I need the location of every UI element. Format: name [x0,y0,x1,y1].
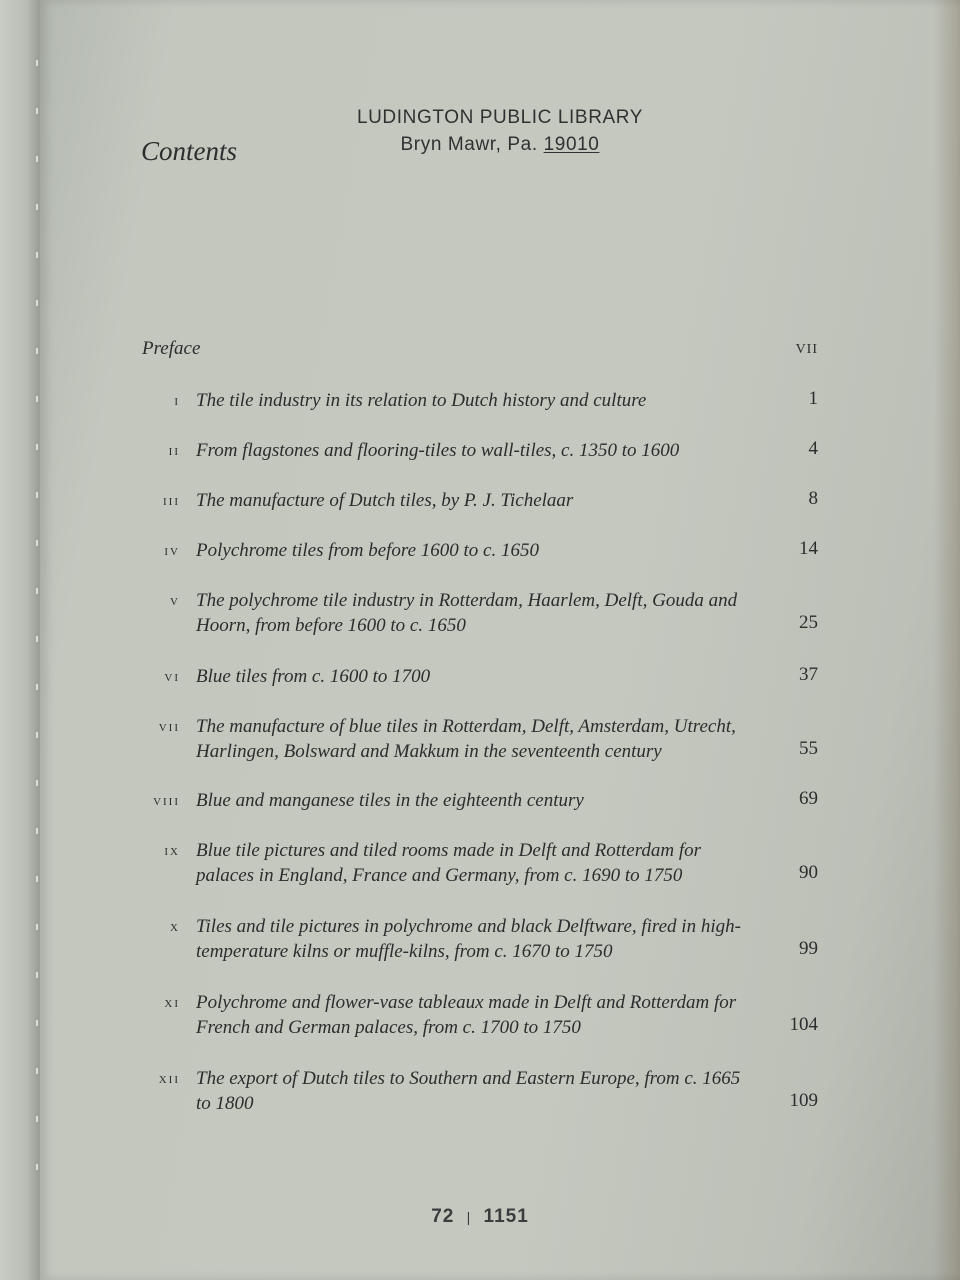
chapter-number: v [170,593,180,609]
chapter-title-line: Polychrome and flower-vase tableaux made in Delft and Rotterdam for [196,992,737,1013]
page-edge-shadow [934,0,960,1280]
chapter-title-line: From flagstones and flooring-tiles to wall-tiles, c. 1350 to 1600 [196,440,680,461]
chapter-number: x [170,919,180,935]
chapter-number: ix [164,843,180,859]
chapter-title [196,838,776,888]
chapter-title-line: The polychrome tile industry in Rotterdam, Haarlem, Delft, Gouda and [196,590,738,611]
chapter-page-number: 8 [808,488,818,509]
preface-label: Preface [142,338,201,359]
chapter-title [196,788,776,813]
chapter-title [196,438,776,463]
chapter-title [196,714,776,764]
footer-number-right: 1151 [483,1206,529,1227]
chapter-title-line: French and German palaces, from c. 1700 to 1750 [196,1017,581,1038]
chapter-title-line: temperature kilns or muffle-kilns, from c. 1670 to 1750 [196,941,613,962]
chapter-page-number: 104 [789,1014,818,1035]
chapter-title-line: Blue and manganese tiles in the eighteenth century [196,790,584,811]
chapter-title-line: The manufacture of blue tiles in Rotterdam, Delft, Amsterdam, Utrecht, [196,716,736,737]
chapter-title [196,388,776,413]
stamp-zip: 19010 [543,134,600,155]
chapter-page-number: 4 [808,438,818,459]
stamp-line-location [300,131,700,158]
chapter-page-number: 109 [789,1090,818,1111]
chapter-page-number: 55 [799,738,818,759]
page-title: Contents [141,136,238,166]
chapter-title [196,664,776,689]
chapter-number: xi [164,995,180,1011]
chapter-number: iii [163,493,180,509]
chapter-title [196,914,776,964]
chapter-number: iv [164,543,180,559]
chapter-page-number: 69 [799,788,818,809]
chapter-title-line: Hoorn, from before 1600 to c. 1650 [196,615,466,636]
chapter-number: viii [153,793,180,809]
chapter-title-line: The tile industry in its relation to Dutch history and culture [196,390,647,411]
chapter-title-line: The manufacture of Dutch tiles, by P. J. Tichelaar [196,490,574,511]
page-footer [380,1206,580,1228]
chapter-number: vii [158,719,180,735]
chapter-page-number: 37 [799,664,818,685]
binding-stitches [36,60,38,1200]
chapter-title-line: The export of Dutch tiles to Southern and Eastern Europe, from c. 1665 [196,1068,741,1089]
stamp-line-library: LUDINGTON PUBLIC LIBRARY [356,107,644,128]
chapter-title [196,588,776,638]
footer-number-left: 72 [431,1206,455,1227]
chapter-title-line: Blue tile pictures and tiled rooms made in Delft and Rotterdam for [196,840,702,861]
chapter-title-line: Blue tiles from c. 1600 to 1700 [196,666,431,687]
chapter-title [196,538,776,563]
chapter-title [196,488,776,513]
chapter-title [196,990,776,1040]
chapter-title [196,1066,776,1116]
chapter-number: vi [164,669,180,685]
chapter-title-line: to 1800 [196,1093,254,1114]
footer-separator: | [466,1209,472,1225]
chapter-page-number: 25 [799,612,818,633]
chapter-page-number: 90 [799,862,818,883]
stamp-city: Bryn Mawr, Pa. [400,134,544,155]
preface-page-number: VII [795,342,818,357]
library-stamp [300,104,700,158]
chapter-title-line: Polychrome tiles from before 1600 to c. 1650 [196,540,539,561]
chapter-page-number: 1 [808,388,818,409]
chapter-page-number: 99 [799,938,818,959]
chapter-page-number: 14 [799,538,818,559]
chapter-title-line: Tiles and tile pictures in polychrome and black Delftware, fired in high- [196,916,741,937]
chapter-title-line: palaces in England, France and Germany, from c. 1690 to 1750 [196,865,683,886]
chapter-title-line: Harlingen, Bolsward and Makkum in the seventeenth century [196,741,662,762]
chapter-number: i [174,393,180,409]
chapter-number: xii [158,1071,180,1087]
chapter-number: ii [168,443,180,459]
